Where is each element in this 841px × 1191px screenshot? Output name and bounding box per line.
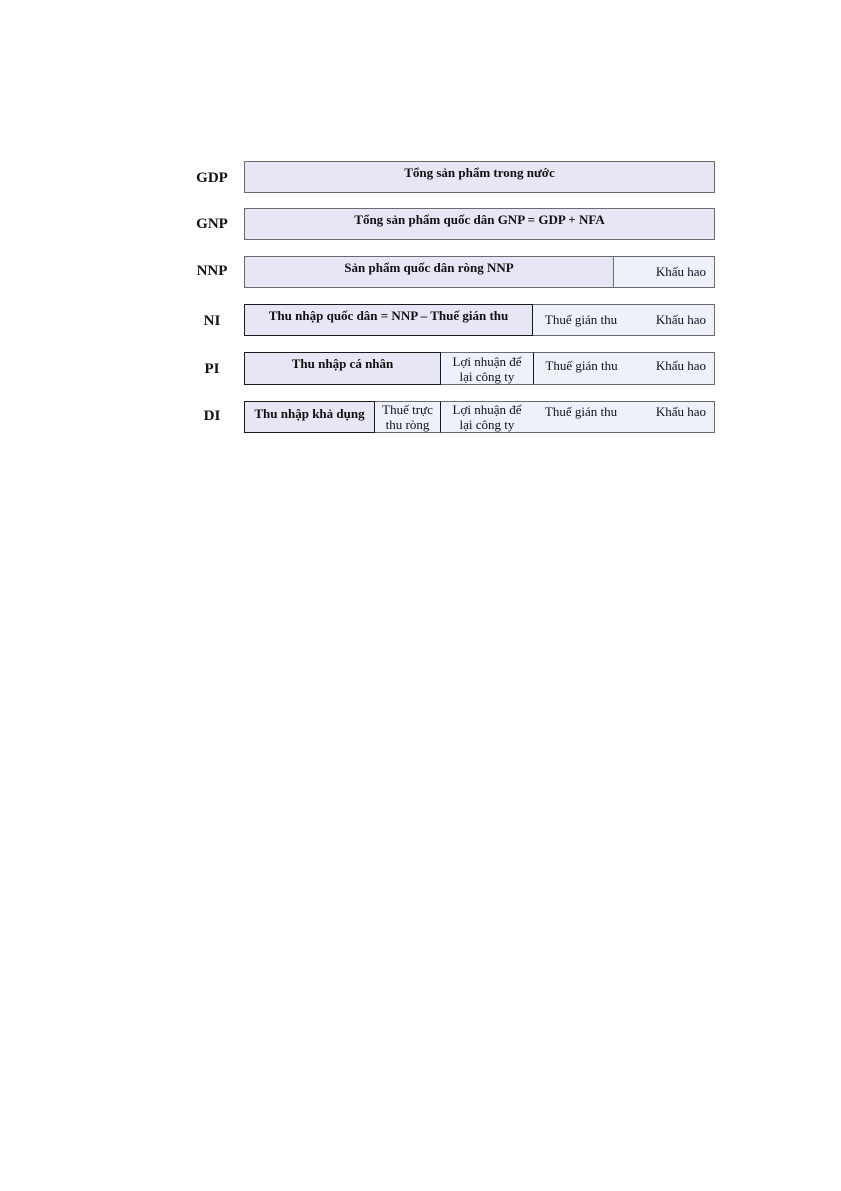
row-di (244, 401, 715, 433)
segment-pi-indirect-tax: Thuế gián thu (533, 352, 629, 385)
row-gnp (244, 208, 715, 240)
row-label-gnp: GNP (196, 216, 228, 232)
row-label-ni: NI (203, 313, 221, 329)
segment-di-direct-tax-line2: thu ròng (385, 416, 430, 432)
segment-pi: Thu nhập cá nhân (244, 352, 441, 385)
segment-gnp-total: Tổng sản phẩm quốc dân GNP = GDP + NFA (244, 208, 715, 240)
segment-di-retained-earnings-line1: Lợi nhuận để (452, 401, 522, 417)
row-gdp (244, 161, 715, 193)
row-nnp (244, 256, 715, 288)
segment-pi-depreciation: Khấu hao (629, 352, 715, 385)
segment-di-direct-tax (375, 401, 440, 433)
row-pi (244, 352, 715, 385)
segment-pi-retained-earnings (441, 352, 533, 385)
row-label-gdp: GDP (196, 170, 228, 186)
segment-di-indirect-tax: Thuế gián thu (533, 401, 629, 433)
segment-di-direct-tax-line1: Thuế trực (382, 401, 433, 417)
row-ni (244, 304, 715, 336)
segment-ni: Thu nhập quốc dân = NNP – Thuế gián thu (244, 304, 533, 336)
segment-ni-depreciation: Khấu hao (629, 304, 715, 336)
row-label-di: DI (203, 408, 221, 424)
row-label-nnp: NNP (196, 263, 228, 279)
segment-di-retained-earnings-line2: lại công ty (459, 416, 515, 432)
segment-pi-retained-earnings-line1: Lợi nhuận để (452, 353, 522, 369)
segment-ni-indirect-tax: Thuế gián thu (533, 304, 629, 336)
segment-di: Thu nhập khả dụng (244, 401, 375, 433)
segment-di-retained-earnings (440, 401, 533, 433)
row-label-pi: PI (204, 361, 220, 377)
segment-gdp-total: Tổng sản phẩm trong nước (244, 161, 715, 193)
segment-pi-retained-earnings-line2: lại công ty (459, 368, 515, 384)
segment-nnp: Sản phẩm quốc dân ròng NNP (244, 256, 614, 288)
segment-nnp-depreciation: Khấu hao (614, 256, 715, 288)
segment-di-depreciation: Khấu hao (629, 401, 715, 433)
